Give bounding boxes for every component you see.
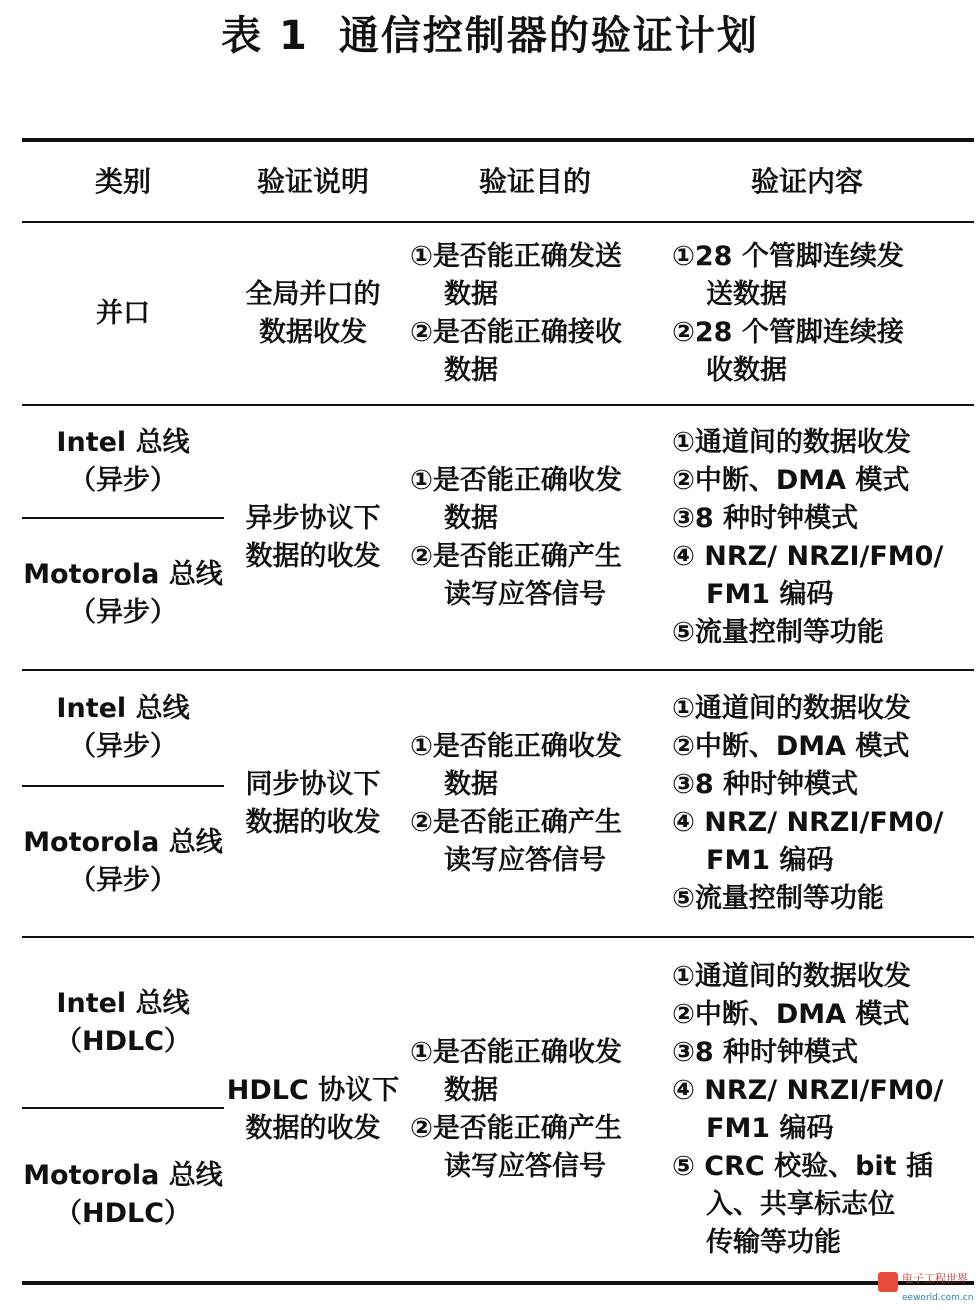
- description-line: 全局并口的: [245, 278, 381, 310]
- row-category-motorola: [22, 519, 224, 669]
- description-line: HDLC 协议下: [226, 1074, 400, 1106]
- row-category-motorola: [22, 1109, 224, 1281]
- content-line: ③8 种时钟模式: [672, 1036, 859, 1068]
- description-line: 数据的收发: [245, 806, 381, 838]
- category-subtext: （异步）: [69, 864, 177, 896]
- row-description: [228, 938, 398, 1281]
- content-line: ①通道间的数据收发: [672, 692, 911, 724]
- goal-line: 数据: [444, 354, 498, 386]
- row-goals: [410, 406, 660, 669]
- content-line: ④ NRZ/ NRZI/FM0/: [672, 1074, 944, 1106]
- content-line: 送数据: [706, 278, 787, 310]
- row-contents: [672, 223, 942, 404]
- row-description: [228, 671, 398, 936]
- content-line: ②中断、DMA 模式: [672, 998, 910, 1030]
- content-line: ⑤流量控制等功能: [672, 616, 884, 648]
- goal-line: ②是否能正确产生: [410, 540, 622, 572]
- row-description: [228, 223, 398, 404]
- category-subtext: （异步）: [69, 464, 177, 496]
- header-category: 类别: [94, 164, 151, 198]
- row-category-intel: [22, 671, 224, 785]
- content-line: ①28 个管脚连续发: [672, 240, 904, 272]
- goal-line: ②是否能正确产生: [410, 806, 622, 838]
- description-line: 同步协议下: [245, 768, 381, 800]
- goal-line: ②是否能正确接收: [410, 316, 622, 348]
- description-line: 数据的收发: [245, 540, 381, 572]
- row-contents: [672, 938, 942, 1281]
- description-line: 数据的收发: [245, 1112, 381, 1144]
- content-line: 收数据: [706, 354, 787, 386]
- table-title: [0, 6, 980, 66]
- watermark-text: 电子工程世界: [902, 1272, 968, 1285]
- category-subtext: （HDLC）: [54, 1198, 192, 1229]
- content-line: ⑤ CRC 校验、bit 插: [672, 1150, 933, 1182]
- site-watermark: [878, 1272, 974, 1306]
- row-contents: [672, 671, 942, 936]
- row-goals: [410, 223, 660, 404]
- header-content: 验证内容: [750, 164, 863, 198]
- content-line: FM1 编码: [706, 578, 834, 610]
- table-caption: 通信控制器的验证计划: [338, 13, 759, 59]
- content-line: ②28 个管脚连续接: [672, 316, 904, 348]
- description-line: 异步协议下: [245, 502, 381, 534]
- category-text: Motorola 总线: [23, 826, 223, 858]
- content-line: 入、共享标志位: [706, 1188, 895, 1220]
- table-number: 表 1: [221, 13, 309, 59]
- category-subtext: （HDLC）: [54, 1025, 192, 1057]
- goal-line: 数据: [444, 502, 498, 534]
- description-line: 数据收发: [259, 316, 367, 348]
- goal-line: 数据: [444, 768, 498, 800]
- row-description: [228, 406, 398, 669]
- content-line: ②中断、DMA 模式: [672, 464, 910, 496]
- category-text: Motorola 总线: [23, 1160, 223, 1191]
- goal-line: ①是否能正确发送: [410, 240, 622, 272]
- content-line: FM1 编码: [706, 1112, 834, 1144]
- content-line: ③8 种时钟模式: [672, 502, 859, 534]
- content-line: ④ NRZ/ NRZI/FM0/: [672, 540, 944, 572]
- content-line: ①通道间的数据收发: [672, 426, 911, 458]
- watermark-url: eeworld.com.cn: [902, 1293, 974, 1303]
- row-goals: [410, 671, 660, 936]
- row-category-intel: [22, 938, 224, 1107]
- goal-line: ①是否能正确收发: [410, 1036, 622, 1068]
- category-text: 并口: [96, 297, 150, 329]
- goal-line: 数据: [444, 1074, 498, 1106]
- header-description: 验证说明: [256, 164, 369, 198]
- goal-line: ①是否能正确收发: [410, 730, 622, 762]
- category-text: Motorola 总线: [23, 559, 223, 590]
- category-text: Intel 总线: [56, 987, 190, 1019]
- row-contents: [672, 406, 942, 669]
- header-goal: 验证目的: [478, 164, 591, 198]
- category-text: Intel 总线: [56, 426, 190, 458]
- category-subtext: （异步）: [69, 731, 177, 762]
- row-category-motorola: [22, 787, 224, 936]
- row-category: [22, 223, 224, 404]
- content-line: FM1 编码: [706, 844, 834, 876]
- goal-line: 读写应答信号: [444, 844, 606, 876]
- row-category-intel: [22, 406, 224, 517]
- row-goals: [410, 938, 660, 1281]
- logo-icon: [878, 1272, 898, 1292]
- goal-line: ①是否能正确收发: [410, 464, 622, 496]
- content-line: 传输等功能: [706, 1226, 841, 1258]
- goal-line: ②是否能正确产生: [410, 1112, 622, 1144]
- bottom-rule: [22, 1281, 974, 1285]
- content-line: ①通道间的数据收发: [672, 960, 911, 992]
- content-line: ⑤流量控制等功能: [672, 882, 884, 914]
- category-subtext: （异步）: [69, 597, 177, 628]
- content-line: ③8 种时钟模式: [672, 768, 859, 800]
- content-line: ②中断、DMA 模式: [672, 730, 910, 762]
- goal-line: 数据: [444, 278, 498, 310]
- content-line: ④ NRZ/ NRZI/FM0/: [672, 806, 944, 838]
- goal-line: 读写应答信号: [444, 1150, 606, 1182]
- category-text: Intel 总线: [56, 693, 190, 724]
- goal-line: 读写应答信号: [444, 578, 606, 610]
